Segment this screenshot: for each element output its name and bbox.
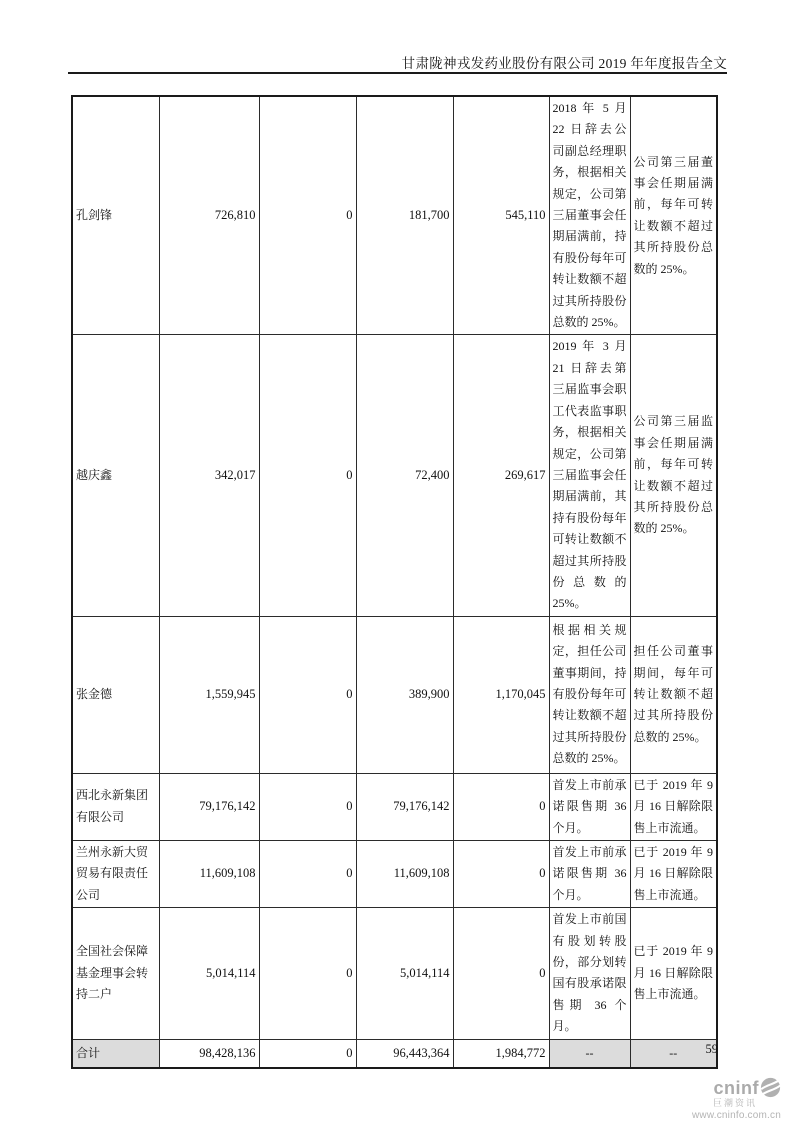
begin-shares-cell: 342,017	[159, 335, 259, 616]
restriction-reason-cell: 首发上市前国有股划转股份，部分划转国有股承诺限售期 36 个月。	[549, 908, 630, 1039]
total-reason-cell: --	[549, 1039, 630, 1068]
restriction-reason-cell: 2019 年 3 月 21 日辞去第三届监事会职工代表监事职务，根据相关规定，公司第三届监事会任期届满前，其持有股份每年可转让数额不超过其所持股份总数的 25%。	[549, 335, 630, 616]
total-begin-shares-cell: 98,428,136	[159, 1039, 259, 1068]
total-release-status-cell: --	[630, 1039, 717, 1068]
cninfo-logo-text: cninf	[713, 1077, 759, 1098]
released-shares-cell: 72,400	[356, 335, 453, 616]
shareholder-name-cell: 张金德	[72, 616, 159, 773]
shareholder-name-cell: 全国社会保障基金理事会转持二户	[72, 908, 159, 1039]
header-rule	[68, 72, 727, 74]
cninfo-swirl-icon	[760, 1077, 781, 1098]
end-shares-cell: 0	[453, 773, 549, 840]
page-number: 59	[705, 1042, 718, 1056]
total-end-shares-cell: 1,984,772	[453, 1039, 549, 1068]
page-header-title: 甘肃陇神戎发药业股份有限公司 2019 年年度报告全文	[401, 56, 727, 71]
end-shares-cell: 269,617	[453, 335, 549, 616]
begin-shares-cell: 1,559,945	[159, 616, 259, 773]
released-shares-cell: 389,900	[356, 616, 453, 773]
added-shares-cell: 0	[259, 335, 356, 616]
release-status-cell: 已于 2019 年 9 月 16 日解除限售上市流通。	[630, 908, 717, 1039]
end-shares-cell: 1,170,045	[453, 616, 549, 773]
restriction-reason-cell: 根据相关规定，担任公司董事期间，持有股份每年可转让数额不超过其所持股份总数的 25%。	[549, 616, 630, 773]
release-status-cell: 已于 2019 年 9 月 16 日解除限售上市流通。	[630, 840, 717, 907]
released-shares-cell: 79,176,142	[356, 773, 453, 840]
restriction-reason-cell: 2018 年 5 月 22 日辞去公司副总经理职务，根据相关规定，公司第三届董事会任期届满前，持有股份每年可转让数额不超过其所持股份总数的 25%。	[549, 96, 630, 335]
added-shares-cell: 0	[259, 840, 356, 907]
released-shares-cell: 5,014,114	[356, 908, 453, 1039]
total-added-shares-cell: 0	[259, 1039, 356, 1068]
total-released-shares-cell: 96,443,364	[356, 1039, 453, 1068]
added-shares-cell: 0	[259, 96, 356, 335]
begin-shares-cell: 726,810	[159, 96, 259, 335]
released-shares-cell: 11,609,108	[356, 840, 453, 907]
cninfo-logo-row	[651, 1077, 781, 1098]
restriction-reason-cell: 首发上市前承诺限售期 36 个月。	[549, 773, 630, 840]
release-status-cell: 担任公司董事期间，每年可转让数额不超过其所持股份总数的 25%。	[630, 616, 717, 773]
release-status-cell: 已于 2019 年 9 月 16 日解除限售上市流通。	[630, 773, 717, 840]
added-shares-cell: 0	[259, 773, 356, 840]
shareholder-name-cell: 兰州永新大贸贸易有限责任公司	[72, 840, 159, 907]
added-shares-cell: 0	[259, 908, 356, 1039]
table-row	[72, 773, 717, 840]
shareholder-name-cell: 越庆鑫	[72, 335, 159, 616]
cninfo-url: www.cninfo.com.cn	[692, 1110, 781, 1121]
released-shares-cell: 181,700	[356, 96, 453, 335]
cninfo-chinese-name: 巨潮资讯	[712, 1098, 757, 1108]
table-row	[72, 335, 717, 616]
shareholder-name-cell: 孔剑锋	[72, 96, 159, 335]
end-shares-cell: 0	[453, 840, 549, 907]
end-shares-cell: 545,110	[453, 96, 549, 335]
restriction-reason-cell: 首发上市前承诺限售期 36 个月。	[549, 840, 630, 907]
release-status-cell: 公司第三届监事会任期届满前，每年可转让数额不超过其所持股份总数的 25%。	[630, 335, 717, 616]
restricted-shares-table	[71, 95, 718, 1069]
shareholder-name-cell: 西北永新集团有限公司	[72, 773, 159, 840]
total-label-cell: 合计	[72, 1039, 159, 1068]
table-row	[72, 840, 717, 907]
begin-shares-cell: 11,609,108	[159, 840, 259, 907]
added-shares-cell: 0	[259, 616, 356, 773]
begin-shares-cell: 79,176,142	[159, 773, 259, 840]
release-status-cell: 公司第三届董事会任期届满前，每年可转让数额不超过其所持股份总数的 25%。	[630, 96, 717, 335]
table-row	[72, 96, 717, 335]
table-row	[72, 908, 717, 1039]
cninfo-logo	[651, 1077, 781, 1121]
end-shares-cell: 0	[453, 908, 549, 1039]
begin-shares-cell: 5,014,114	[159, 908, 259, 1039]
table-row	[72, 616, 717, 773]
